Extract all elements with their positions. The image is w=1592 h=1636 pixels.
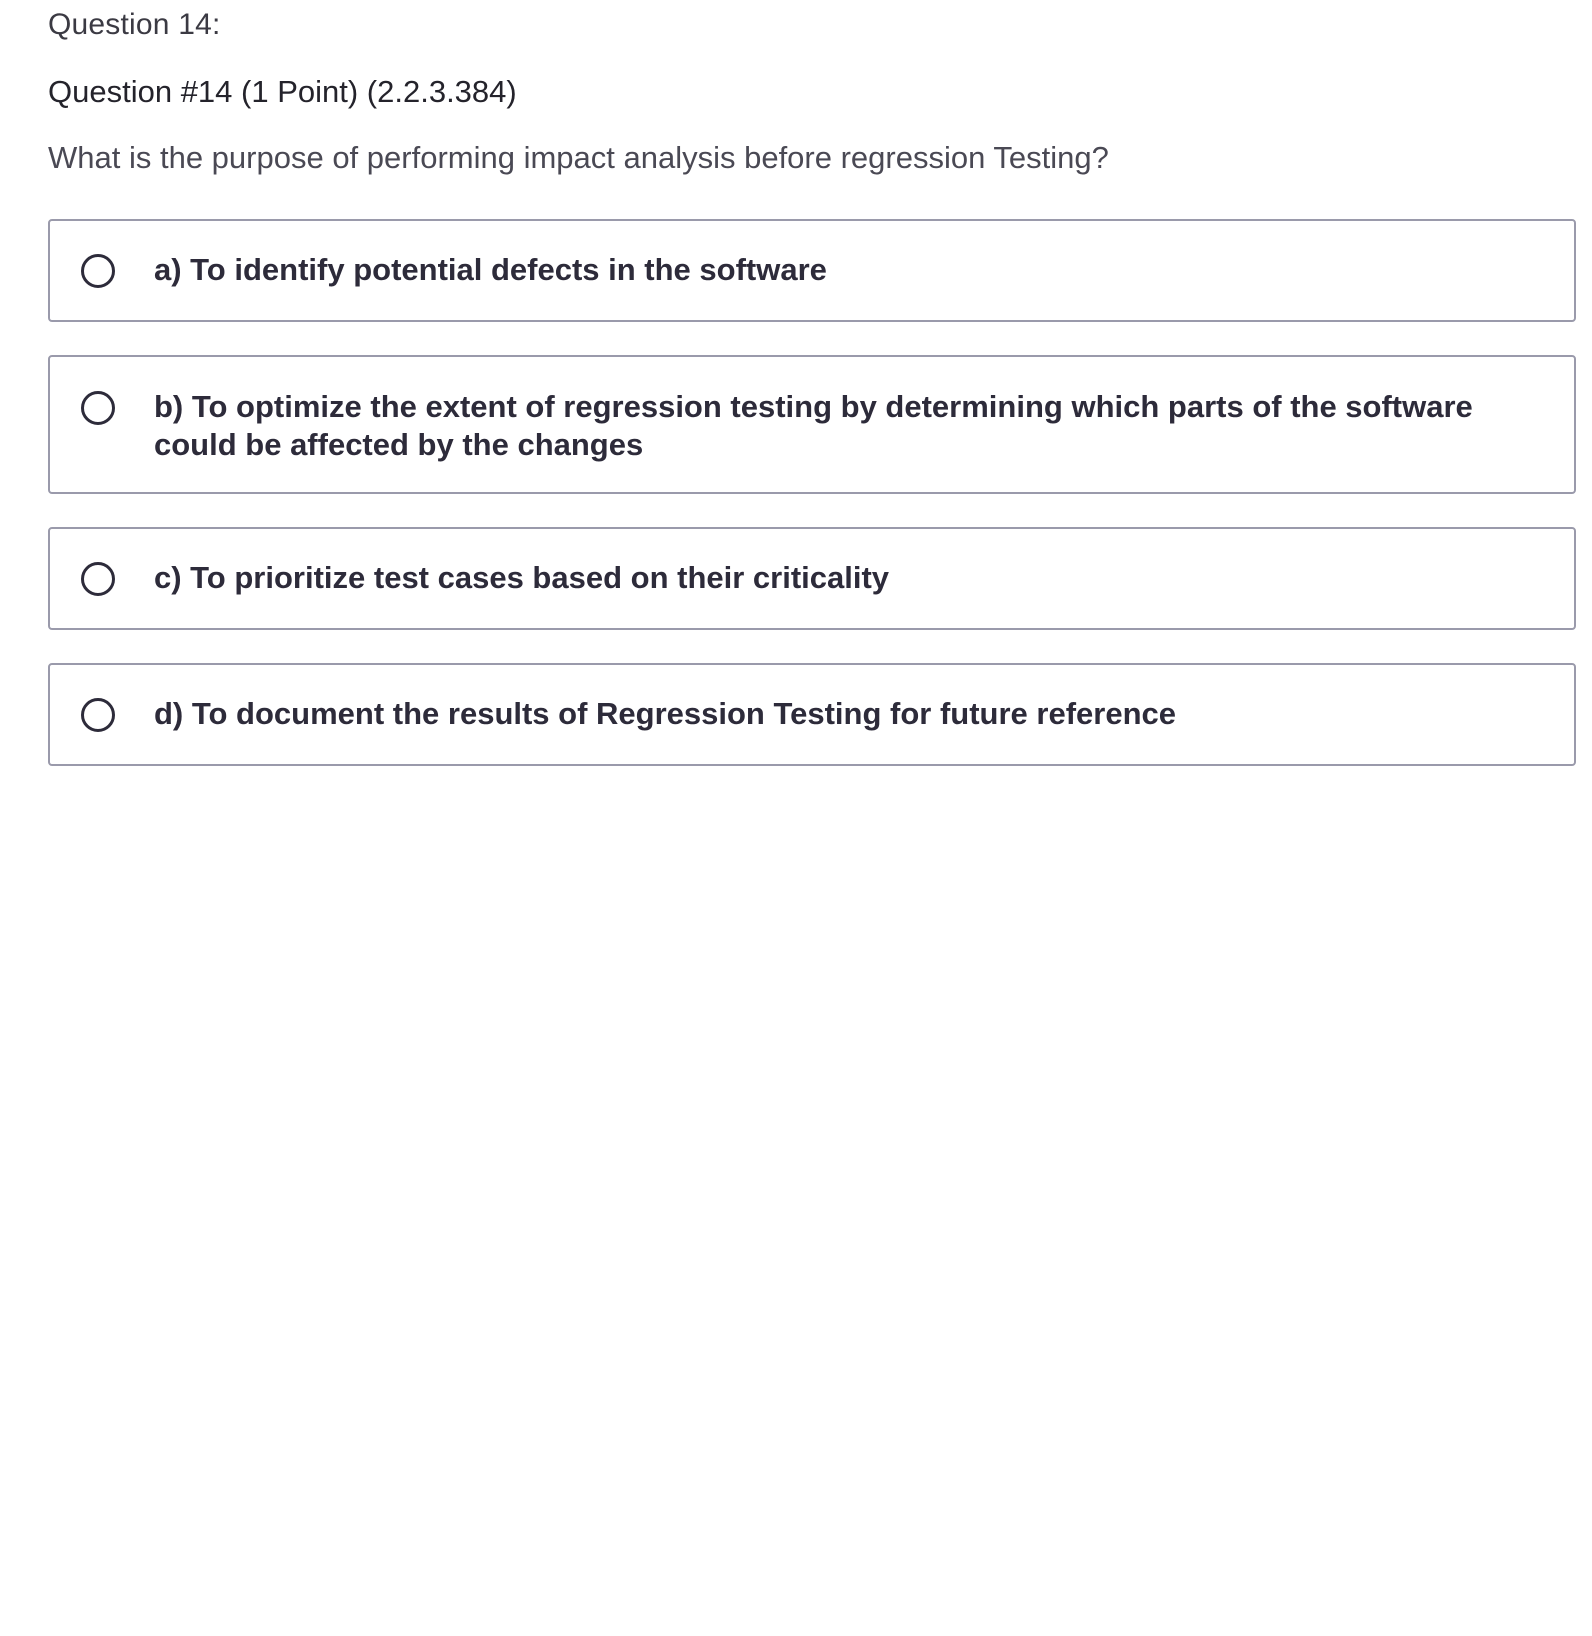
question-meta: Question #14 (1 Point) (2.2.3.384): [48, 74, 517, 109]
answer-option-label: a) To identify potential defects in the software: [154, 252, 827, 287]
answer-option-label: c) To prioritize test cases based on their criticality: [154, 560, 890, 595]
question-number-heading: Question 14:: [48, 8, 221, 41]
answer-option-d[interactable]: [48, 663, 1576, 766]
radio-unchecked-icon[interactable]: [81, 391, 115, 425]
answer-option-a[interactable]: [48, 219, 1576, 322]
radio-unchecked-icon[interactable]: [81, 254, 115, 288]
question-prompt: What is the purpose of performing impact analysis before regression Testing?: [48, 140, 1109, 175]
answer-option-c[interactable]: [48, 527, 1576, 630]
answer-option-label: b) To optimize the extent of regression testing by determining which parts of the software could be affected by the changes: [154, 389, 1473, 462]
answer-option-b[interactable]: [48, 355, 1576, 494]
answer-option-label: d) To document the results of Regression Testing for future reference: [154, 696, 1176, 731]
radio-unchecked-icon[interactable]: [81, 698, 115, 732]
radio-unchecked-icon[interactable]: [81, 562, 115, 596]
